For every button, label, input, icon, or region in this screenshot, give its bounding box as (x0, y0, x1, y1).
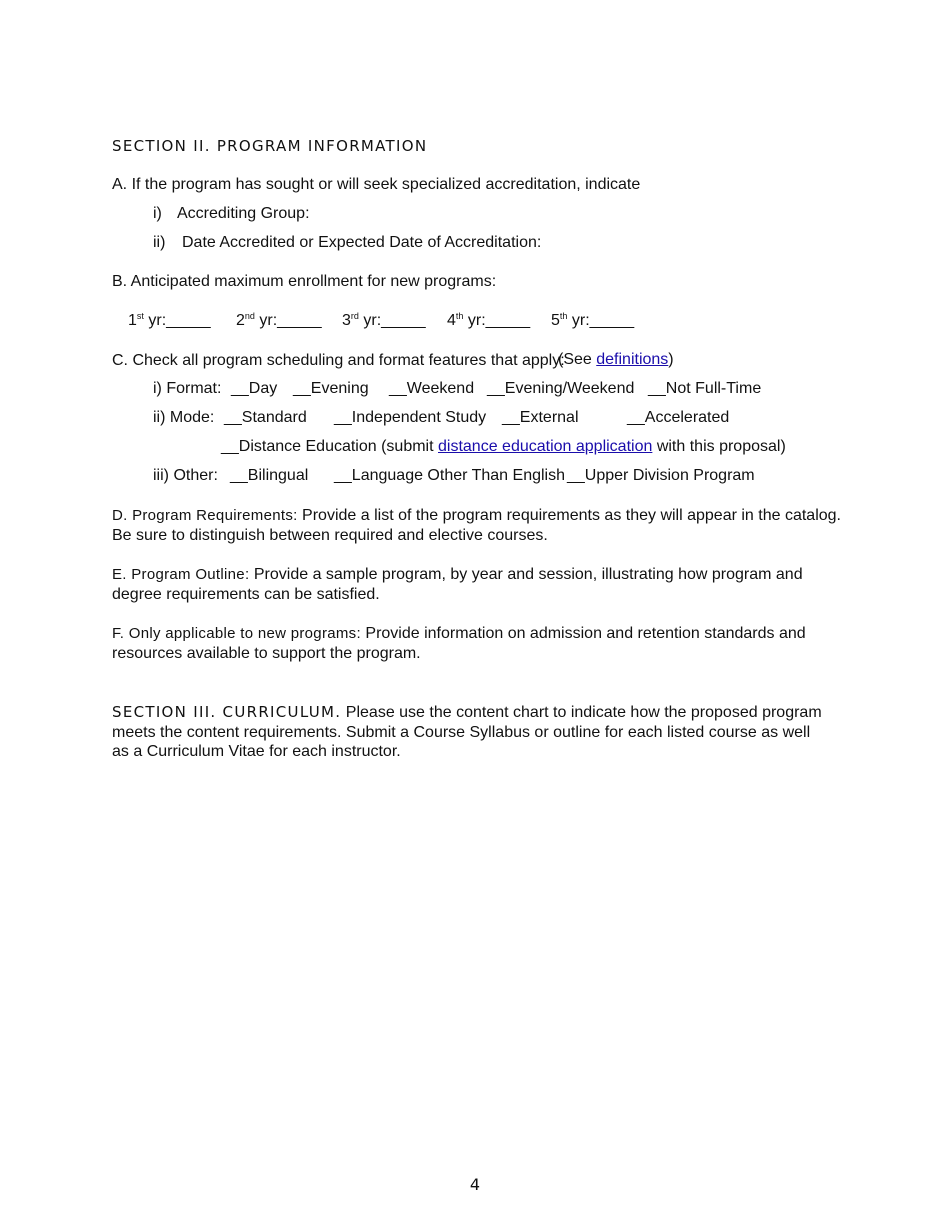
other-language-option[interactable]: __Language Other Than English (334, 467, 565, 484)
year-4-field[interactable] (447, 312, 530, 330)
year-1-suffix: st (136, 311, 144, 321)
year-1-blank: yr:_____ (143, 312, 211, 329)
format-day-option[interactable]: __Day (231, 380, 278, 397)
year-2-blank: yr:_____ (254, 312, 322, 329)
year-3-suffix: rd (350, 311, 359, 321)
definitions-link[interactable]: definitions (596, 351, 669, 368)
year-4-num: 4 (447, 312, 456, 329)
accreditation-date-label: Date Accredited or Expected Date of Accreditation: (182, 234, 542, 251)
format-not-full-time-option[interactable]: __Not Full-Time (648, 380, 762, 397)
section-3-heading: SECTION III. CURRICULUM. (112, 703, 342, 721)
format-weekend-option[interactable]: __Weekend (389, 380, 475, 397)
see-prefix: (See (558, 351, 597, 368)
see-definitions (558, 351, 674, 369)
year-2-suffix: nd (244, 311, 255, 321)
item-d-label: D. Program Requirements: (112, 507, 298, 524)
mode-independent-study-option[interactable]: __Independent Study (334, 409, 487, 426)
section-3 (112, 703, 824, 762)
accrediting-group-label: Accrediting Group: (177, 205, 310, 222)
distance-suffix: with this proposal) (652, 438, 786, 455)
other-label: iii) Other: (153, 467, 218, 484)
year-1-num: 1 (128, 312, 137, 329)
distance-prefix: __Distance Education (submit (221, 438, 438, 455)
item-f-label: F. Only applicable to new programs: (112, 625, 361, 642)
year-5-suffix: th (559, 311, 568, 321)
item-f (112, 624, 822, 663)
item-e-label: E. Program Outline: (112, 566, 250, 583)
section-2-heading: SECTION II. PROGRAM INFORMATION (112, 137, 428, 155)
year-4-suffix: th (455, 311, 464, 321)
item-b-text: B. Anticipated maximum enrollment for new programs: (112, 273, 497, 290)
other-upper-division-option[interactable]: __Upper Division Program (567, 467, 755, 484)
other-bilingual-option[interactable]: __Bilingual (230, 467, 309, 484)
item-e-text: Provide a sample program, by year and session, illustrating how program and degree requirements can be satisfied. (112, 566, 803, 603)
item-e (112, 565, 812, 604)
item-a-i-label: i) (153, 205, 162, 222)
item-f-text: Provide information on admission and retention standards and resources available to support the program. (112, 625, 806, 662)
section-3-text: Please use the content chart to indicate how the proposed program meets the content requirements. Submit a Course Syllabus or outline for each listed course as well as a Curriculum Vitae for each instructor. (112, 704, 822, 760)
mode-external-option[interactable]: __External (502, 409, 579, 426)
year-3-field[interactable] (342, 312, 426, 330)
item-a-ii-label: ii) (153, 234, 166, 251)
see-suffix: ) (668, 351, 674, 368)
format-evening-weekend-option[interactable]: __Evening/Weekend (487, 380, 635, 397)
year-3-num: 3 (342, 312, 351, 329)
format-label: i) Format: (153, 380, 222, 397)
year-2-num: 2 (236, 312, 245, 329)
page-number: 4 (469, 1175, 481, 1194)
year-4-blank: yr:_____ (463, 312, 531, 329)
year-1-field[interactable] (128, 312, 211, 330)
mode-distance-education-option[interactable] (221, 438, 786, 456)
format-evening-option[interactable]: __Evening (293, 380, 369, 397)
year-2-field[interactable] (236, 312, 322, 330)
item-d (112, 506, 842, 545)
mode-label: ii) Mode: (153, 409, 215, 426)
mode-accelerated-option[interactable]: __Accelerated (627, 409, 730, 426)
item-c-text: C. Check all program scheduling and format features that apply: (112, 352, 565, 369)
item-a-text: A. If the program has sought or will seek specialized accreditation, indicate (112, 176, 641, 193)
year-5-blank: yr:_____ (567, 312, 635, 329)
year-5-num: 5 (551, 312, 560, 329)
mode-standard-option[interactable]: __Standard (224, 409, 307, 426)
item-d-text: Provide a list of the program requirements as they will appear in the catalog. Be sure to distinguish between required and elective courses. (112, 507, 841, 544)
distance-education-application-link[interactable]: distance education application (438, 438, 653, 455)
year-5-field[interactable] (551, 312, 634, 330)
year-3-blank: yr:_____ (358, 312, 426, 329)
